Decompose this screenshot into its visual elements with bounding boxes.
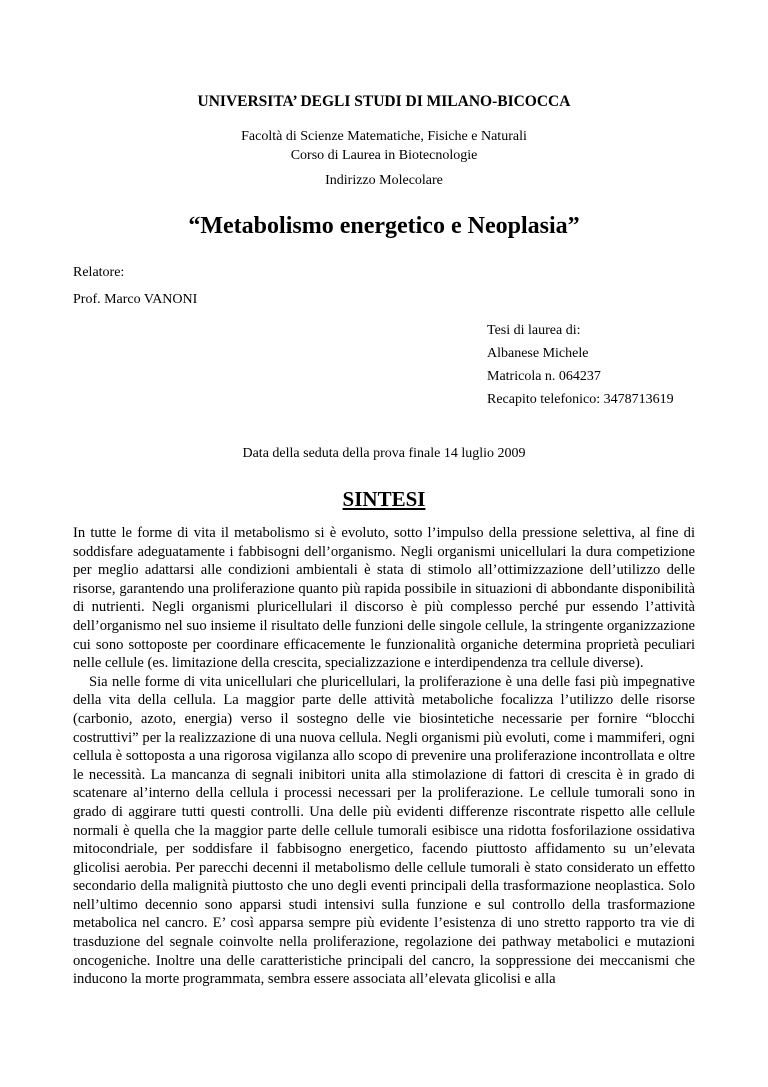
paragraph: Sia nelle forme di vita unicellulari che pluricellulari, la proliferazione è una delle fasi più impegnative della vita della cellula. La maggior parte delle attività metaboliche focalizza l’utilizzo delle risorse (carbonio, azoto, energia) verso il sostegno delle vie biosintetiche necessarie per fornire “blocchi costruttivi” per la realizzazione di una nuova cellula. Negli organismi più evoluti, come i mammiferi, ogni cellula è sottoposta a una rigorosa vigilanza allo scopo di prevenire una proliferazione incontrollata e oltre le necessità. La mancanza di segnali inibitori unita alla stimolazione di fattori di crescita è in grado di scatenare al’interno della cellula i processi necessari per la proliferazione. Le cellule tumorali sono in grado di aggirare tutti questi controlli. Una delle più evidenti differenze riscontrate rispetto alle cellule normali è quella che la maggior parte delle cellule tumorali esibisce una ridotta fosforilazione ossidativa mitocondriale, per soddisfare il fabbisogno energetico, facendo piuttosto affidamento su un’elevata glicolisi aerobia. Per parecchi decenni il metabolismo delle cellule tumorali è stato considerato un effetto secondario della malignità piuttosto che uno degli eventi principali della trasformazione neoplastica. Solo nell’ultimo decennio sono apparsi studi intensivi sulla funzione e sul controllo della trasformazione metabolica nel cancro. E’ così apparsa sempre più evidente l’esistenza di uno stretto rapporto tra vie di trasduzione del segnale coinvolte nella proliferazione, regolazione dei pathway metabolici e mutazioni oncogeniche. Inoltre una delle caratteristiche principali del cancro, la soppressione dei meccanismi che inducono la morte programmata, sembra essere associata all’elevata glicolisi e alla [73,673,695,988]
student-label: Tesi di laurea di: [487,323,581,338]
student-id: Matricola n. 064237 [487,369,601,384]
course-name: Corso di Laurea in Biotecnologie [290,148,478,163]
student-phone: Recapito telefonico: 3478713619 [487,392,674,407]
thesis-title: “Metabolismo energetico e Neoplasia” [188,213,580,239]
section-title: SINTESI [342,487,426,511]
student-name: Albanese Michele [487,346,589,361]
supervisor-label: Relatore: [73,265,125,280]
abstract-body [73,524,695,989]
session-date: Data della seduta della prova finale 14 luglio 2009 [242,446,526,461]
supervisor-name: Prof. Marco VANONI [73,292,198,307]
faculty-name: Facoltà di Scienze Matematiche, Fisiche e Naturali [241,129,527,144]
paragraph: In tutte le forme di vita il metabolismo si è evoluto, sotto l’impulso della pressione selettiva, al fine di soddisfare adeguatamente i fabbisogni dell’organismo. Negli organismi unicellulari la dura competizione per meglio adattarsi alle condizioni ambientali è stata di stimolo all’ottimizzazione dell’utilizzo delle risorse, garantendo una proliferazione quanto più rapida possibile in situazioni di abbondante disponibilità di nutrienti. Negli organismi pluricellulari il discorso è più complesso perché pur essendo l’attività dell’organismo nel suo insieme il risultato delle funzioni delle singole cellule, la stringente organizzazione cui sono sottoposte per coordinare efficacemente le funzionalità organiche determina proprietà peculiari nelle cellule (es. limitazione della crescita, specializzazione e interdipendenza tra cellule diverse). [73,525,695,672]
track-name: Indirizzo Molecolare [325,173,443,188]
university-name: UNIVERSITA’ DEGLI STUDI DI MILANO-BICOCCA [197,93,571,110]
